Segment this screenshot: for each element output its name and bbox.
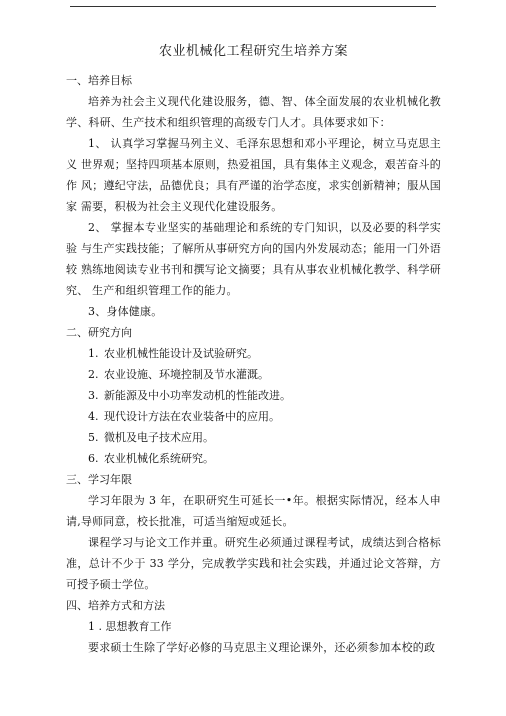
coursework-paragraph: 课程学习与论文工作并重。研究生必须通过课程考试，成绩达到合格标准，总计不少于 33 学分，完成教学实践和社会实践，并通过论文答辩，方可授予硕士学位。 — [66, 536, 441, 591]
section-heading-duration: 三、学习年限 — [66, 473, 132, 486]
research-item: 3. 新能源及中小功率发动机的性能改进。 — [88, 389, 291, 402]
research-item: 1. 农业机械性能设计及试验研究。 — [88, 347, 258, 360]
goals-requirement-1: 1、 认真学习掌握马列主义、毛泽东思想和邓小平理论，树立马克思主义 世界观；坚持四项基本原则，热爱祖国，具有集体主义观念，艰苦奋斗的作 风；遵纪守法，品德优良；具有严谨的治学态度，求实创新精神；服从国家 需要，积极为社会主义现代化建设服务。 — [66, 137, 441, 213]
methods-paragraph: 要求硕士生除了学好必修的马克思主义理论课外，还必须参加本校的政 — [88, 641, 436, 654]
research-item: 5. 微机及电子技术应用。 — [88, 431, 214, 444]
section-heading-goals: 一、培养目标 — [66, 74, 132, 87]
duration-paragraph: 学习年限为 3 年，在职研究生可延长一•年。根据实际情况，经本人申请,导师同意，校长批准，可适当缩短或延长。 — [66, 494, 441, 528]
research-item: 6. 农业机械化系统研究。 — [88, 452, 214, 465]
section-heading-research: 二、研究方向 — [66, 326, 132, 339]
goals-requirement-2: 2、 掌握本专业坚实的基础理论和系统的专门知识，以及必要的科学实验 与生产实践技能；了解所从事研究方向的国内外发展动态；能用一门外语较 熟练地阅读专业书刊和撰写论文摘要；具有从事农业机械化教学、科学研究、 生产和组织管理工作的能力。 — [66, 221, 441, 297]
research-item: 2. 农业设施、环境控制及节水灌溉。 — [88, 368, 269, 381]
header-rule — [70, 6, 436, 7]
research-item: 4. 现代设计方法在农业装备中的应用。 — [88, 410, 280, 423]
document-title: 农业机械化工程研究生培养方案 — [158, 44, 348, 59]
methods-subheading: 1 . 思想教育工作 — [88, 620, 172, 633]
section-heading-methods: 四、培养方式和方法 — [66, 599, 165, 612]
goals-requirement-3: 3、身体健康。 — [88, 305, 163, 318]
document-page — [66, 42, 441, 658]
goals-intro-paragraph: 培养为社会主义现代化建设服务，德、智、体全面发展的农业机械化教学、科研、生产技术和组织管理的高级专门人才。具体要求如下： — [66, 95, 441, 129]
